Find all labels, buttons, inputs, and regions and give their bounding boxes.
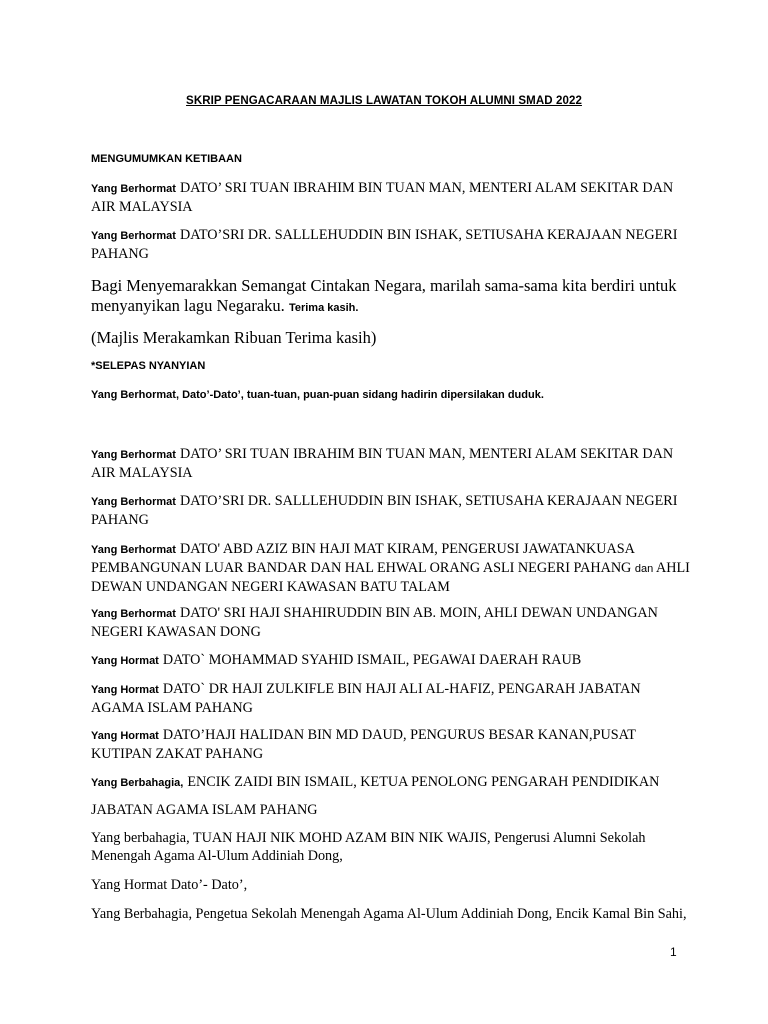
salutation-department: JABATAN AGAMA ISLAM PAHANG xyxy=(91,802,318,818)
section-heading-after-anthem: *SELEPAS NYANYIAN xyxy=(91,360,206,372)
salutation-lead: Yang Hormat xyxy=(91,655,159,667)
salutation-line-6 xyxy=(91,680,691,717)
salutation-line-2 xyxy=(91,492,691,529)
salutation-lead: Yang Berhormat xyxy=(91,496,176,508)
salutation-lead: Yang Berhormat xyxy=(91,183,176,195)
conjunction-text: dan xyxy=(634,563,654,575)
salutation-text: DATO’SRI DR. SALLLEHUDDIN BIN ISHAK, SETIUSAHA KERAJAAN NEGERI PAHANG xyxy=(91,493,678,528)
salutation-lead: Yang Berhormat xyxy=(91,608,176,620)
salutation-lead: Yang Berbahagia, xyxy=(91,777,184,789)
salutation-line-3 xyxy=(91,540,691,596)
salutation-text: DATO’HAJI HALIDAN BIN MD DAUD, PENGURUS BESAR KANAN,PUSAT KUTIPAN ZAKAT PAHANG xyxy=(91,727,636,762)
salutation-text: DATO’SRI DR. SALLLEHUDDIN BIN ISHAK, SETIUSAHA KERAJAAN NEGERI PAHANG xyxy=(91,227,678,262)
section-heading-arrival: MENGUMUMKAN KETIBAAN xyxy=(91,153,242,165)
datos-line: Yang Hormat Dato’- Dato’, xyxy=(91,877,248,893)
salutation-text: DATO' SRI HAJI SHAHIRUDDIN BIN AB. MOIN, AHLI DEWAN UNDANGAN NEGERI KAWASAN DONG xyxy=(91,605,658,640)
arrival-line-1 xyxy=(91,179,691,216)
applause-note: (Majlis Merakamkan Ribuan Terima kasih) xyxy=(91,328,377,347)
salutation-line-8 xyxy=(91,773,691,792)
salutation-lead: Yang Hormat xyxy=(91,730,159,742)
salutation-text: DATO` MOHAMMAD SYAHID ISMAIL, PEGAWAI DAERAH RAUB xyxy=(162,652,582,668)
salutation-text: DATO` DR HAJI ZULKIFLE BIN HAJI ALI AL-HAFIZ, PENGARAH JABATAN AGAMA ISLAM PAHANG xyxy=(91,681,641,716)
salutation-line-1 xyxy=(91,445,691,482)
sit-down-instruction: Yang Berhormat, Dato’-Dato’, tuan-tuan, puan-puan sidang hadirin dipersilakan duduk. xyxy=(91,389,544,401)
alumni-chair-line: Yang berbahagia, TUAN HAJI NIK MOHD AZAM BIN NIK WAJIS, Pengerusi Alumni Sekolah Menengah Agama Al-Ulum Addiniah Dong, xyxy=(91,830,646,864)
anthem-thanks: Terima kasih. xyxy=(288,302,359,314)
salutation-text: ENCIK ZAIDI BIN ISMAIL, KETUA PENOLONG PENGARAH PENDIDIKAN xyxy=(187,774,660,790)
salutation-line-5 xyxy=(91,651,691,670)
salutation-text: DATO’ SRI TUAN IBRAHIM BIN TUAN MAN, MENTERI ALAM SEKITAR DAN AIR MALAYSIA xyxy=(91,446,674,481)
salutation-lead: Yang Berhormat xyxy=(91,230,176,242)
salutation-tail: AHLI DEWAN UNDANGAN NEGERI KAWASAN BATU TALAM xyxy=(91,560,690,595)
page-number: 1 xyxy=(670,945,677,959)
salutation-lead: Yang Berhormat xyxy=(91,449,176,461)
salutation-lead: Yang Hormat xyxy=(91,684,159,696)
anthem-invite-text: Bagi Menyemarakkan Semangat Cintakan Negara, marilah sama-sama kita berdiri untuk menyanyikan lagu Negaraku. xyxy=(91,276,677,315)
principal-line: Yang Berbahagia, Pengetua Sekolah Menengah Agama Al-Ulum Addiniah Dong, Encik Kamal Bin Sahi, xyxy=(91,906,687,922)
salutation-line-7 xyxy=(91,726,691,763)
salutation-line-4 xyxy=(91,604,691,641)
arrival-line-2 xyxy=(91,226,691,263)
salutation-text: DATO' ABD AZIZ BIN HAJI MAT KIRAM, PENGERUSI JAWATANKUASA PEMBANGUNAN LUAR BANDAR DAN HAL EHWAL ORANG ASLI NEGERI PAHANG xyxy=(91,541,635,576)
document-title: SKRIP PENGACARAAN MAJLIS LAWATAN TOKOH ALUMNI SMAD 2022 xyxy=(186,95,582,107)
salutation-text: DATO’ SRI TUAN IBRAHIM BIN TUAN MAN, MENTERI ALAM SEKITAR DAN AIR MALAYSIA xyxy=(91,180,674,215)
salutation-lead: Yang Berhormat xyxy=(91,544,176,556)
anthem-invitation xyxy=(91,276,691,318)
